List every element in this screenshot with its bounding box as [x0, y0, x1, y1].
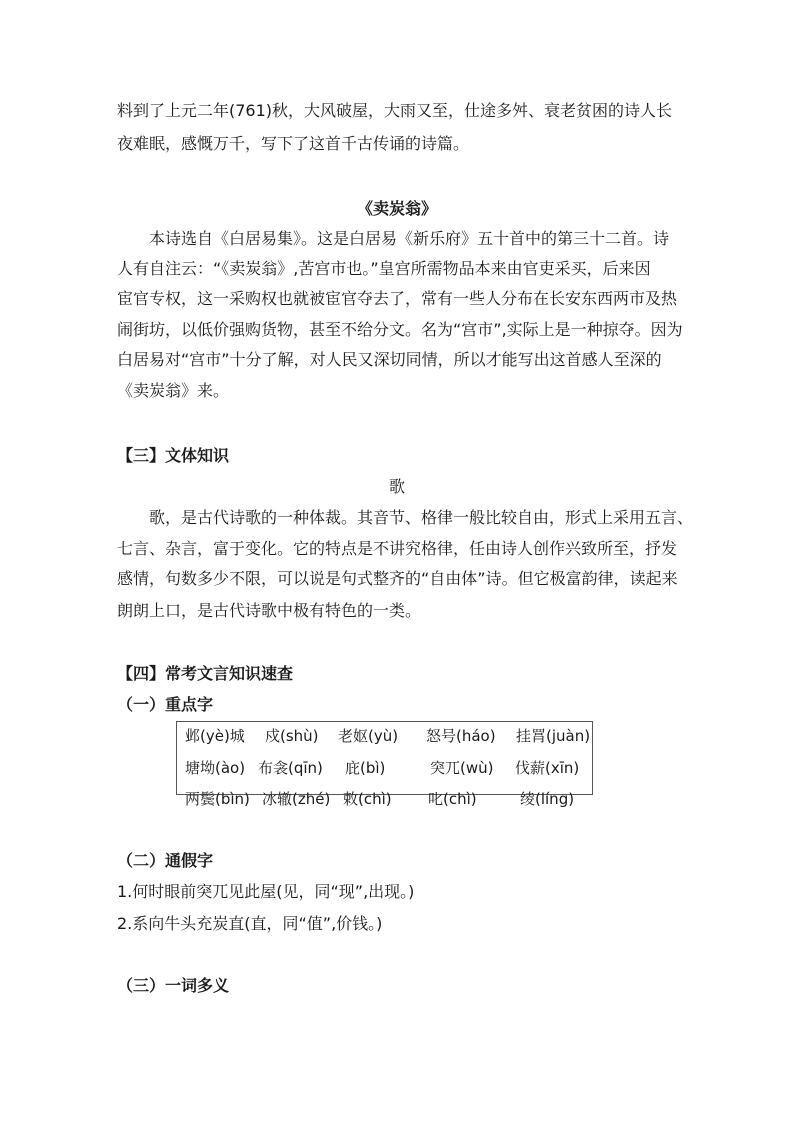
section4-heading: 【四】常考文言知识速查 — [117, 664, 294, 683]
key-char-item: 老妪(yù) — [338, 727, 399, 745]
tongjia-subheading: （二）通假字 — [117, 851, 214, 870]
key-char-item: 绫(líng) — [520, 790, 575, 808]
section3-line-4: 朗朗上口，是古代诗歌中极有特色的一类。 — [117, 601, 422, 620]
key-char-item: 塘坳(ào) — [185, 759, 246, 777]
tongjia-item-2: 2.系向牛头充炭直(直，同“值”,价钱。) — [117, 914, 383, 933]
maitanweng-line-4: 闹街坊，以低价强购货物，甚至不给分文。名为“宫市”,实际上是一种掠夺。因为 — [117, 320, 683, 339]
key-char-item: 挂罥(juàn) — [516, 727, 591, 745]
key-char-item: 邺(yè)城 — [185, 727, 245, 745]
section3-heading: 【三】文体知识 — [117, 446, 230, 465]
intro-line-2: 夜难眠，感慨万千，写下了这首千古传诵的诗篇。 — [117, 134, 470, 153]
key-char-item: 敕(chì) — [343, 790, 392, 808]
key-chars-subheading: （一）重点字 — [117, 695, 214, 714]
key-char-item: 叱(chì) — [428, 790, 477, 808]
key-char-item: 两鬓(bìn) — [185, 790, 250, 808]
key-char-item: 怒号(háo) — [426, 727, 496, 745]
section3-line-3: 感情，句数多少不限，可以说是句式整齐的“自由体”诗。但它极富韵律，读起来 — [117, 569, 678, 588]
polysemy-subheading: （三）一词多义 — [117, 976, 230, 995]
section3-line-1: 歌，是古代诗歌的一种体裁。其音节、格律一般比较自由，形式上采用五言、 — [149, 508, 694, 527]
section3-subtitle: 歌 — [388, 477, 405, 496]
key-char-item: 庇(bì) — [345, 759, 386, 777]
maitanweng-line-5: 白居易对“宫市”十分了解，对人民又深切同情，所以才能写出这首感人至深的 — [117, 350, 662, 369]
maitanweng-line-6: 《卖炭翁》来。 — [117, 381, 230, 400]
maitanweng-line-2: 人有自注云：“《卖炭翁》,苦宫市也。”皇宫所需物品本来由官吏采买，后来因 — [117, 259, 651, 278]
key-char-item: 布衾(qīn) — [258, 759, 323, 777]
key-char-item: 伐薪(xīn) — [515, 759, 580, 777]
tongjia-item-1: 1.何时眼前突兀见此屋(见，同“现”,出现。) — [117, 882, 415, 901]
key-char-item: 冰辙(zhé) — [262, 790, 331, 808]
maitanweng-title: 《卖炭翁》 — [356, 199, 437, 218]
section3-line-2: 七言、杂言，富于变化。它的特点是不讲究格律，任由诗人创作兴致所至，抒发 — [117, 539, 678, 558]
maitanweng-line-1: 本诗选自《白居易集》。这是白居易《新乐府》五十首中的第三十二首。诗 — [149, 229, 670, 248]
maitanweng-line-3: 宦官专权，这一采购权也就被宦官夺去了，常有一些人分布在长安东西两市及热 — [117, 289, 678, 308]
key-char-item: 突兀(wù) — [430, 759, 494, 777]
intro-line-1: 料到了上元二年(761)秋，大风破屋，大雨又至，仕途多舛、衰老贫困的诗人长 — [117, 101, 673, 120]
key-char-item: 戍(shù) — [265, 727, 319, 745]
